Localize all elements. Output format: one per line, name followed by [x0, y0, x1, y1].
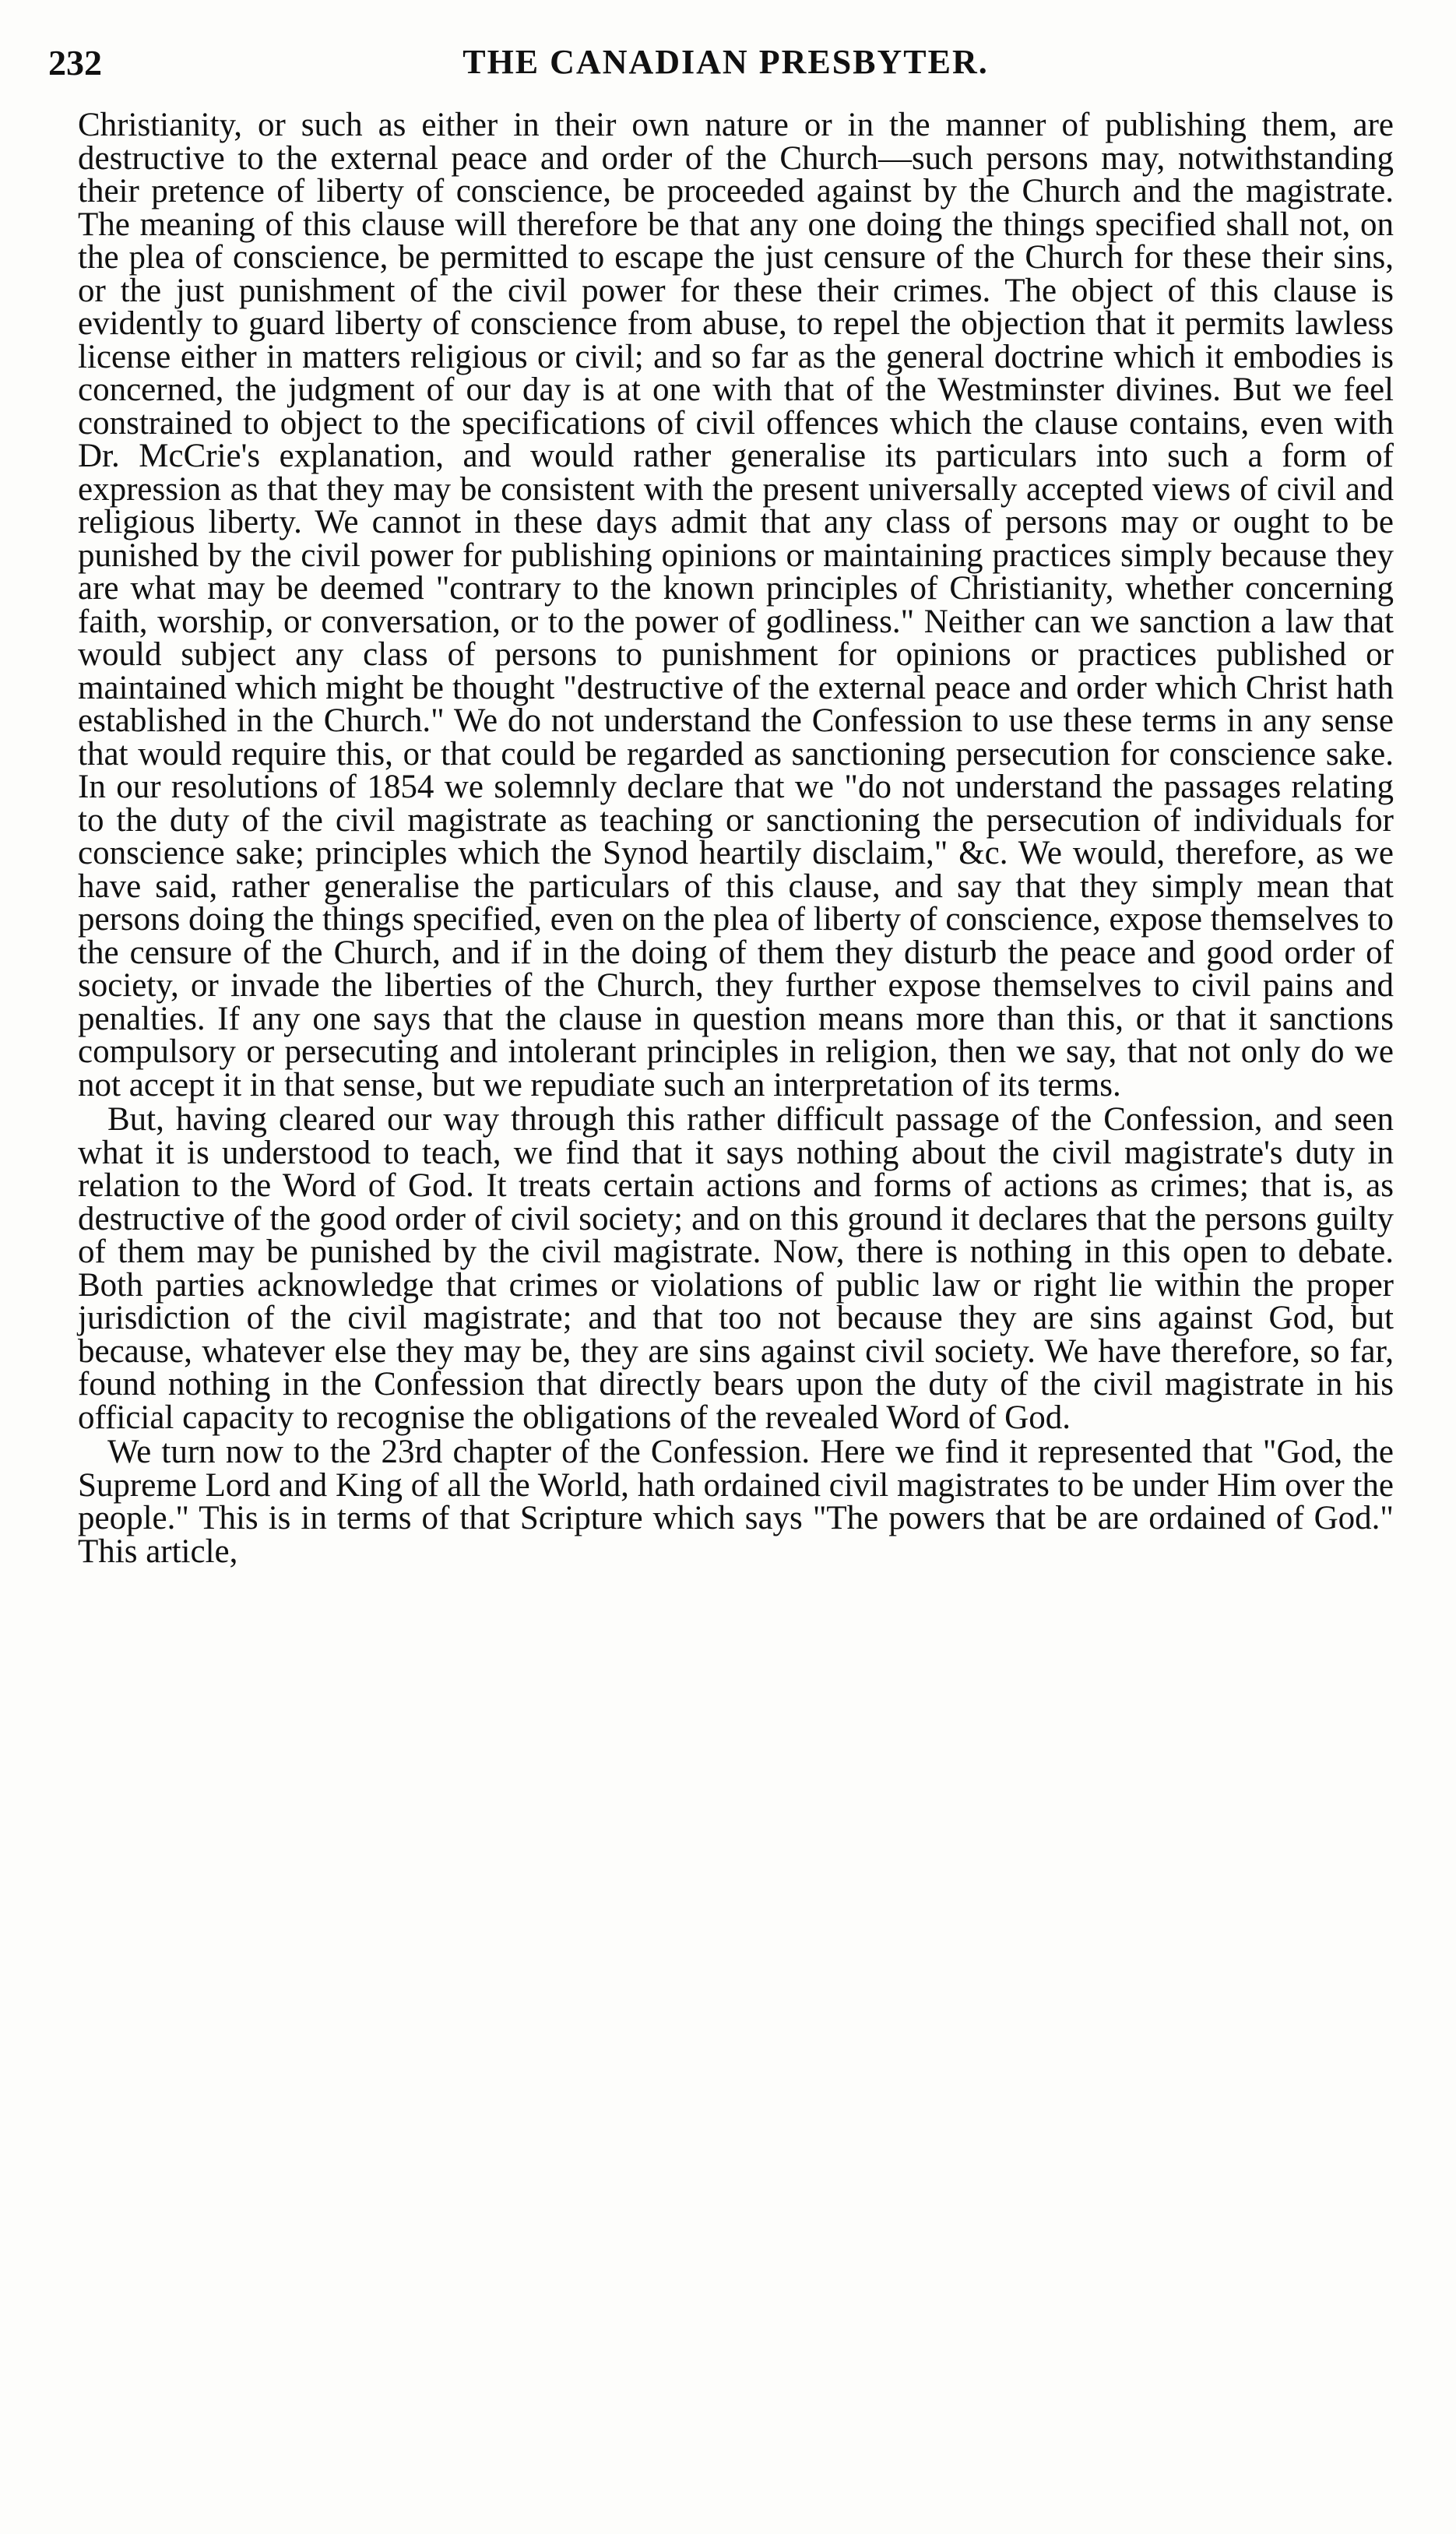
paragraph-1: Christianity, or such as either in their own nature or in the manner of publishing them, are destructive to the external peace and order of the Church—such persons may, notwithstanding their pretence of liberty of conscience, be proceeded against by the Church and the magistrate. The meaning of this clause will therefore be that any one doing the things specified shall not, on the plea of conscience, be permitted to escape the just censure of the Church for these their sins, or the just punishment of the civil power for these their crimes. The object of this clause is evidently to guard liberty of conscience from abuse, to repel the objection that it permits lawless license either in matters religious or civil; and so far as the general doctrine which it embodies is concerned, the judgment of our day is at one with that of the Westminster divines. But we feel constrained to object to the specifications of civil offences which the clause contains, even with Dr. McCrie's explanation, and would rather generalise its particulars into such a form of expression as that they may be consistent with the present universally accepted views of civil and religious liberty. We cannot in these days admit that any class of persons may or ought to be punished by the civil power for publishing opinions or maintaining practices simply because they are what may be deemed "contrary to the known principles of Christianity, whether concerning faith, worship, or conversation, or to the power of godliness." Neither can we sanction a law that would subject any class of persons to punishment for opinions or practices published or maintained which might be thought "destructive of the external peace and order which Christ hath established in the Church." We do not understand the Confession to use these terms in any sense that would require this, or that could be regarded as sanctioning persecution for conscience sake. In our resolutions of 1854 we solemnly declare that we "do not understand the passages relating to the duty of the civil magistrate as teaching or sanctioning the persecution of individuals for conscience sake; principles which the Synod heartily disclaim," &c. We would, therefore, as we have said, rather generalise the particulars of this clause, and say that they simply mean that persons doing the things specified, even on the plea of liberty of conscience, expose themselves to the censure of the Church, and if in the doing of them they disturb the peace and good order of society, or invade the liberties of the Church, they further expose themselves to civil pains and penalties. If any one says that the clause in question means more than this, or that it sanctions compulsory or persecuting and intolerant principles in religion, then we say, that not only do we not accept it in that sense, but we repudiate such an interpretation of its terms. [78, 107, 1394, 1103]
running-title: THE CANADIAN PRESBYTER. [462, 43, 989, 81]
paragraph-3: We turn now to the 23rd chapter of the Confession. Here we find it represented that "God, the Supreme Lord and King of all the World, hath ordained civil magistrates to be under Him over the people." This is in terms of that Scripture which says "The powers that be are ordained of God." This article, [78, 1434, 1394, 1570]
page-header [48, 34, 1403, 89]
paragraph-2: But, having cleared our way through this rather difficult passage of the Confession, and seen what it is understood to teach, we find that it says nothing about the civil magistrate's duty in relation to the Word of God. It treats certain actions and forms of actions as crimes; that is, as destructive of the good order of civil society; and on this ground it declares that the persons guilty of them may be punished by the civil magistrate. Now, there is nothing in this open to debate. Both parties acknowledge that crimes or violations of public law or right lie within the proper jurisdiction of the civil magistrate; and that too not because they are sins against God, but because, whatever else they may be, they are sins against civil society. We have therefore, so far, found nothing in the Confession that directly bears upon the duty of the civil magistrate in his official capacity to recognise the obligations of the revealed Word of God. [78, 1101, 1394, 1436]
body-text [78, 109, 1394, 1568]
page-number: 232 [48, 43, 102, 83]
